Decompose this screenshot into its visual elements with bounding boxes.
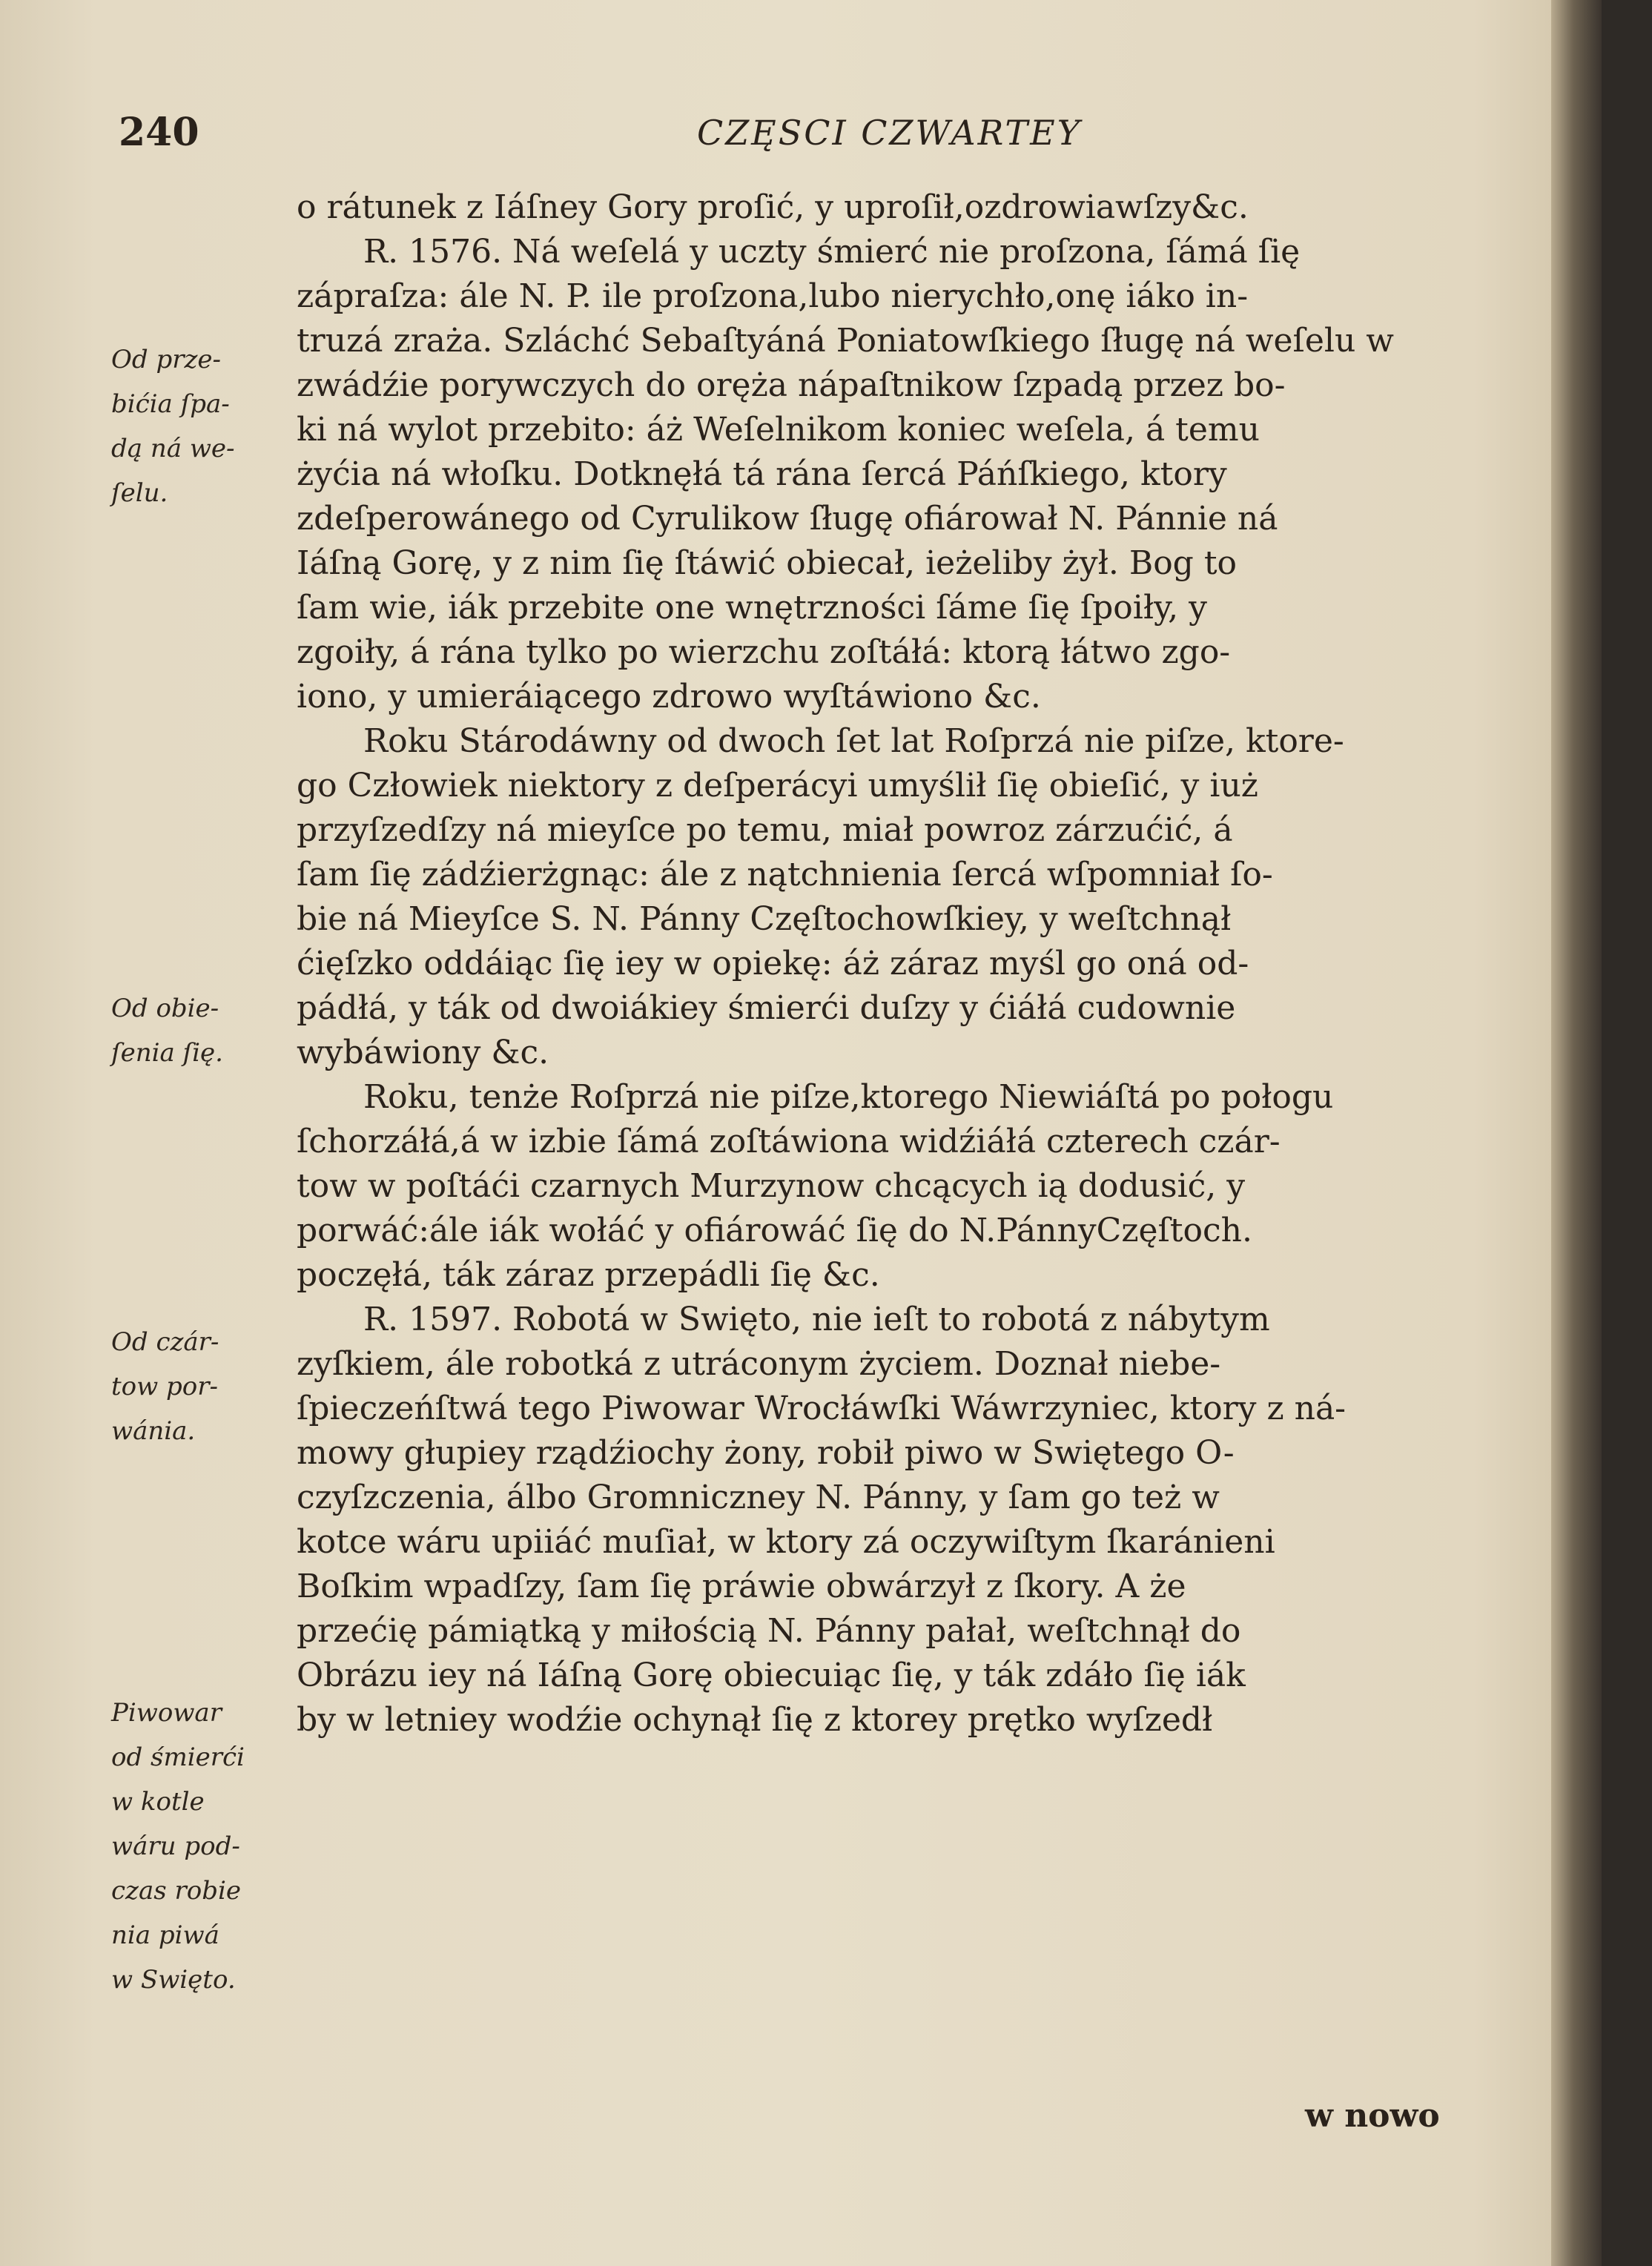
text-line: Roku Stárodáwny od dwoch ſet lat Roſprzá nie piſze, ktore-	[363, 722, 1344, 760]
text-line: R. 1576. Ná weſelá y uczty śmierć nie proſzona, ſámá ſię	[363, 233, 1301, 271]
body-text	[297, 185, 1550, 1743]
margin-note: Od czár- tow por- wánia.	[111, 1327, 219, 1446]
text-line: ſam ſię zádźierżgnąc: ále z nątchnienia ſercá wſpomniał ſo-	[297, 856, 1273, 893]
text-line: przećię pámiątką y miłością N. Pánny pałał, weſtchnął do	[297, 1612, 1241, 1650]
text-line: R. 1597. Robotá w Swięto, nie ieſt to robotá z nábytym	[363, 1301, 1270, 1338]
text-line: zápraſza: ále N. P. ile proſzona,lubo nierychło,onę iáko in-	[297, 277, 1249, 315]
text-line: tow w poſtáći czarnych Murzynow chcących ią dodusić, y	[297, 1167, 1246, 1205]
text-line: Roku, tenże Roſprzá nie piſze,ktorego Niewiáſtá po połogu	[363, 1078, 1334, 1116]
text-line: by w letniey wodźie ochynął ſię z ktorey prętko wyſzedł	[297, 1701, 1213, 1739]
text-line: Boſkim wpadſzy, ſam ſię práwie obwárzył z ſkory. A że	[297, 1568, 1186, 1605]
text-line: zyſkiem, ále robotká z utráconym życiem. Doznał niebe-	[297, 1345, 1221, 1383]
text-line: ſchorzáłá,á w izbie ſámá zoſtáwiona widźiáłá czterech czár-	[297, 1123, 1281, 1160]
text-line: o rátunek z Iáſney Gory proſić, y uproſił,ozdrowiawſzy&c.	[297, 188, 1249, 226]
text-line: bie ná Mieyſce S. N. Pánny Częſtochowſkiey, y weſtchnął	[297, 900, 1232, 938]
text-line: ſpieczeńſtwá tego Piwowar Wrocłáwſki Wáwrzyniec, ktory z ná-	[297, 1390, 1347, 1427]
text-line: porwáć:ále iák wołáć y ofiárowáć ſię do N.PánnyCzęſtoch.	[297, 1212, 1252, 1249]
text-line: wybáwiony &c.	[297, 1034, 549, 1071]
text-line: czyſzczenia, álbo Gromniczney N. Pánny, y ſam go też w	[297, 1479, 1220, 1516]
page-number: 240	[119, 110, 199, 155]
text-line: Obrázu iey ná Iáſną Gorę obiecuiąc ſię, y ták zdáło ſię iák	[297, 1656, 1246, 1694]
text-line: pádłá, y ták od dwoiákiey śmierći duſzy y ćiáłá cudownie	[297, 989, 1236, 1027]
text-line: kotce wáru upiiáć muſiał, w ktory zá oczywiſtym ſkaránieni	[297, 1523, 1275, 1561]
catchword: w nowo	[1305, 2097, 1440, 2135]
text-line: ki ná wylot przebito: áż Weſelnikom koniec weſela, á temu	[297, 411, 1260, 449]
text-line: zwádźie porywczych do oręża nápaſtnikow ſzpadą przez bo-	[297, 366, 1286, 404]
text-line: zgoiły, á rána tylko po wierzchu zoſtáłá: ktorą łátwo zgo-	[297, 633, 1231, 671]
text-line: iono, y umieráiącego zdrowo wyſtáwiono &c.	[297, 678, 1041, 716]
text-line: go Człowiek niektory z deſperácyi umyślił ſię obieſić, y iuż	[297, 767, 1258, 805]
text-line: żyćia ná włoſku. Dotknęłá tá rána ſercá Páńſkiego, ktory	[297, 455, 1227, 493]
text-line: ſam wie, iák przebite one wnętrzności ſáme ſię ſpoiły, y	[297, 589, 1207, 627]
margin-note: Piwowar od śmierći w kotle wáru pod- czas robie nia piwá w Swięto.	[111, 1698, 245, 1995]
text-line: zdeſperowánego od Cyrulikow ſługę ofiárował N. Pánnie ná	[297, 500, 1278, 538]
binding-gutter	[1551, 0, 1602, 2266]
text-line: przyſzedſzy ná mieyſce po temu, miał powroz zárzućić, á	[297, 811, 1233, 849]
running-head: CZĘSCI CZWARTEY	[697, 113, 1083, 153]
text-line: poczęłá, ták záraz przepádli ſię &c.	[297, 1256, 880, 1294]
text-line: mowy głupiey rządźiochy żony, robił piwo w Swiętego O-	[297, 1434, 1235, 1472]
text-line: ćięſzko oddáiąc ſię iey w opiekę: áż záraz myśl go oná od-	[297, 945, 1249, 982]
text-line: Iáſną Gorę, y z nim ſię ſtáwić obiecał, ieżeliby żył. Bog to	[297, 544, 1238, 582]
margin-note: Od obie- ſenia ſię.	[111, 994, 223, 1068]
text-line: truzá zraża. Szláchć Sebaſtyáná Poniatowſkiego ſługę ná weſelu w	[297, 322, 1394, 360]
margin-note: Od prze- bićia ſpa- dą ná we- ſelu.	[111, 345, 235, 508]
page-header	[89, 110, 1572, 169]
